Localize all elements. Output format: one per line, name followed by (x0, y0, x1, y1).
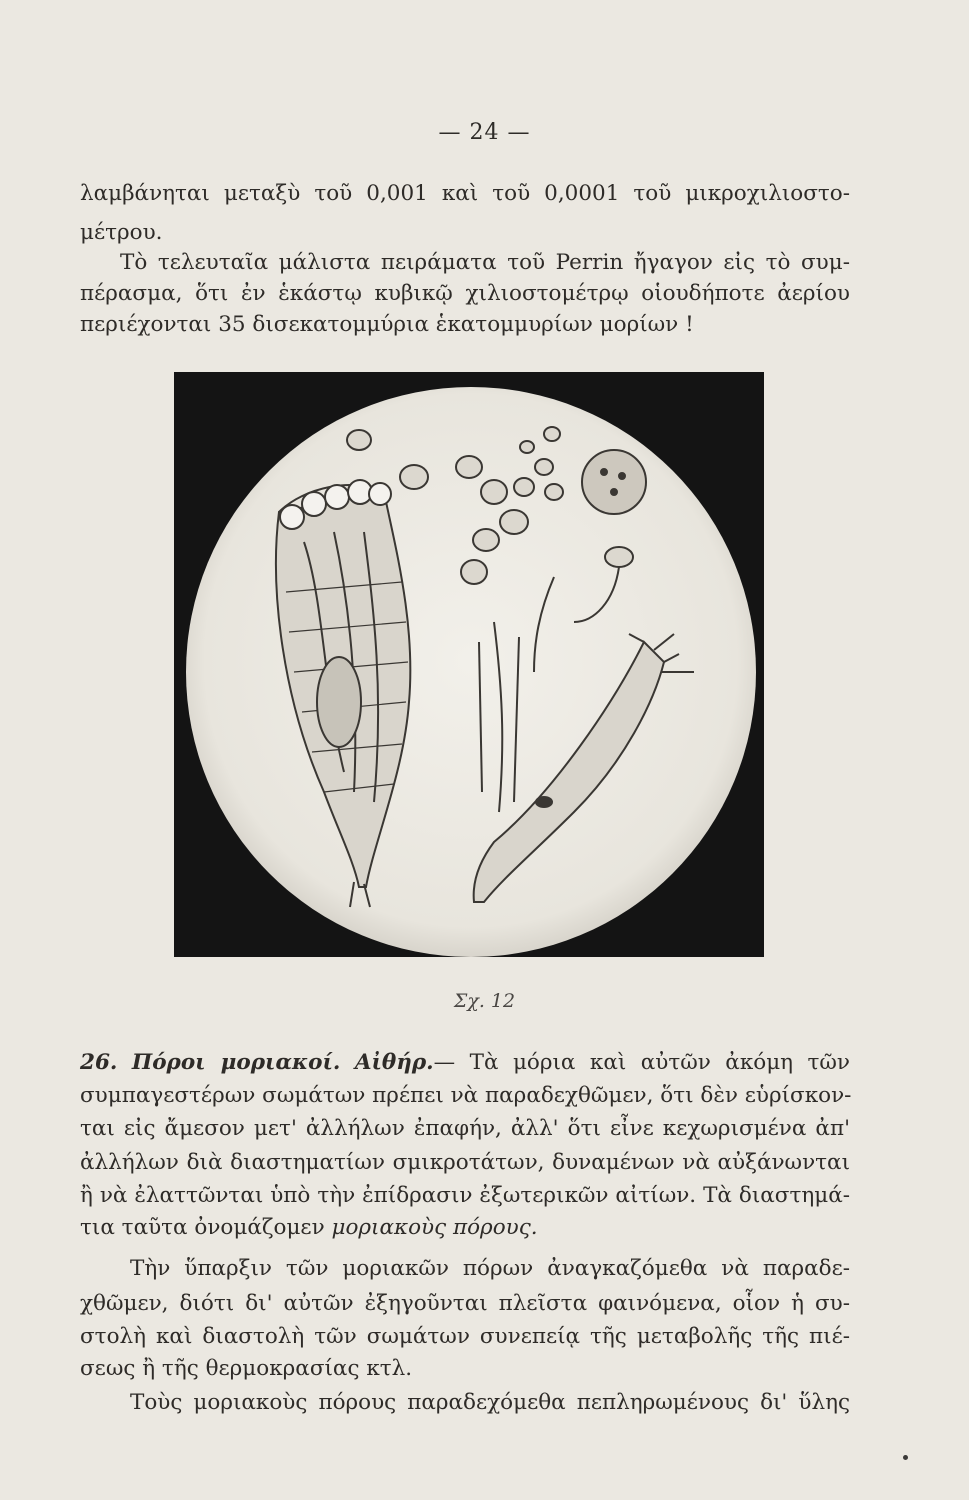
text-line: Τοὺς μοριακοὺς πόρους παραδεχόμεθα πεπληρωμένους δι' ὕλης (130, 1390, 850, 1415)
section-number: 26. (80, 1050, 118, 1075)
text-line: πέρασμα, ὅτι ἐν ἑκάστῳ κυβικῷ χιλιοστομέτρῳ οἱουδήποτε ἀερίου (80, 281, 850, 306)
text-line: χθῶμεν, διότι δι' αὐτῶν ἐξηγοῦνται πλεῖστα φαινόμενα, οἷον ἡ συ- (80, 1291, 850, 1316)
microscope-figure (174, 372, 764, 957)
text-line: ται εἰς ἄμεσον μετ' ἀλλήλων ἐπαφήν, ἀλλ' ὅτι εἶνε κεχωρισμένα ἀπ' (80, 1116, 850, 1141)
text-line: περιέχονται 35 δισεκατομμύρια ἑκατομμυρίων μορίων ! (80, 312, 694, 337)
text-line: ἢ νὰ ἐλαττῶνται ὑπὸ τὴν ἐπίδρασιν ἐξωτερικῶν αἰτίων. Τὰ διαστημά- (80, 1183, 850, 1208)
text-span: — Τὰ μόρια καὶ αὐτῶν ἀκόμη τῶν (433, 1050, 851, 1075)
section-heading-line (80, 1052, 850, 1074)
text-span: τια ταῦτα ὀνομάζομεν (80, 1215, 325, 1240)
text-line: Τὸ τελευταῖα μάλιστα πειράματα τοῦ Perrin ἤγαγον εἰς τὸ συμ- (120, 250, 850, 275)
text-line: λαμβάνηται μεταξὺ τοῦ 0,001 καὶ τοῦ 0,0001 τοῦ μικροχιλιοστο- (80, 181, 850, 206)
text-line: συμπαγεστέρων σωμάτων πρέπει νὰ παραδεχθῶμεν, ὅτι δὲν εὑρίσκον- (80, 1083, 852, 1108)
figure-caption: Σχ. 12 (453, 990, 516, 1012)
term-italic: μοριακοὺς πόρους. (331, 1215, 538, 1240)
text-line: μέτρου. (80, 220, 163, 245)
microscope-illustration (174, 372, 764, 957)
text-line: Τὴν ὕπαρξιν τῶν μοριακῶν πόρων ἀναγκαζόμεθα νὰ παραδε- (130, 1256, 850, 1281)
text-line: στολὴ καὶ διαστολὴ τῶν σωμάτων συνεπείᾳ τῆς μεταβολῆς τῆς πιέ- (80, 1324, 850, 1349)
section-title: Πόροι μοριακοί. (131, 1050, 341, 1075)
print-speck (903, 1455, 908, 1460)
text-line: ἀλλήλων διὰ διαστηματίων σμικροτάτων, δυναμένων νὰ αὐξάνωνται (80, 1150, 850, 1175)
text-line: σεως ἢ τῆς θερμοκρασίας κτλ. (80, 1356, 413, 1381)
text-line (80, 1217, 538, 1239)
page-number: — 24 — (438, 120, 531, 145)
section-subtitle: Αἰθήρ. (354, 1050, 434, 1075)
